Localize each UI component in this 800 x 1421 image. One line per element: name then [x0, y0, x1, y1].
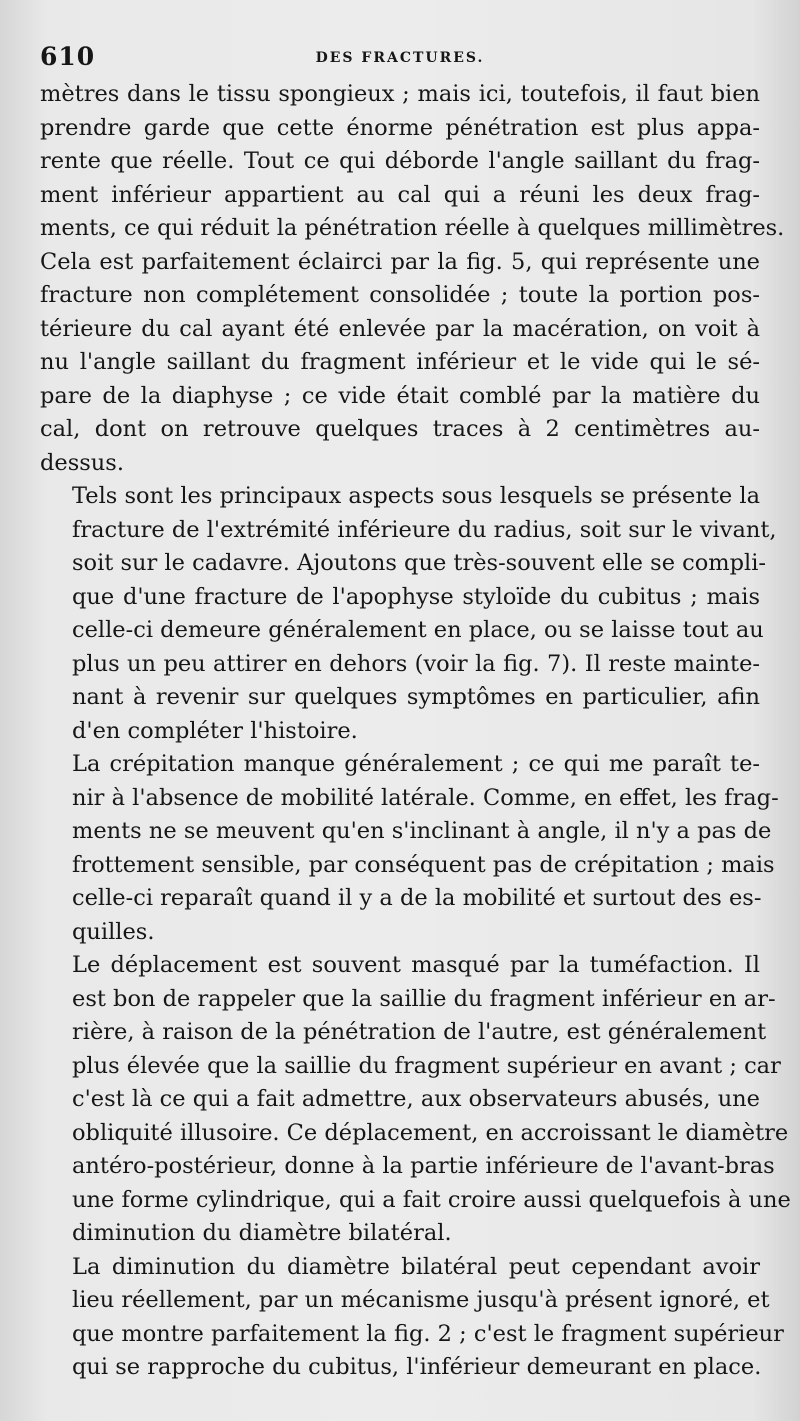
text-line: soit sur le cadavre. Ajoutons que très-souvent elle se compli-	[72, 550, 767, 576]
paragraph-1	[40, 78, 785, 480]
text-line: fracture de l'extrémité inférieure du radius, soit sur le vivant,	[72, 516, 777, 543]
page-header	[40, 38, 760, 78]
paragraph-2	[40, 480, 777, 748]
text-line: La diminution du diamètre bilatéral peut cependant avoir	[72, 1253, 760, 1280]
text-line: mètres dans le tissu spongieux ; mais ici, toutefois, il faut bien	[40, 81, 760, 107]
paragraph-4	[40, 949, 791, 1251]
text-line: cal, dont on retrouve quelques traces à 2 centimètres au-	[40, 416, 760, 442]
text-line: frottement sensible, par conséquent pas de crépitation ; mais	[72, 851, 775, 878]
text-line: pare de la diaphyse ; ce vide était comblé par la matière du	[40, 382, 760, 409]
paragraph-5	[40, 1251, 784, 1385]
text-line: une forme cylindrique, qui a fait croire aussi quelquefois à une	[72, 1186, 791, 1213]
text-line: antéro-postérieur, donne à la partie inférieure de l'avant-bras	[72, 1153, 775, 1179]
text-line: celle-ci reparaît quand il y a de la mobilité et surtout des es-	[72, 885, 762, 911]
text-line: plus un peu attirer en dehors (voir la fig. 7). Il reste mainte-	[72, 650, 760, 677]
page-number: 610	[40, 42, 96, 71]
text-line: ments ne se meuvent qu'en s'inclinant à angle, il n'y a pas de	[72, 818, 772, 844]
text-line: nant à revenir sur quelques symptômes en particulier, afin	[72, 684, 760, 710]
text-line: que d'une fracture de l'apophyse styloïde du cubitus ; mais	[72, 583, 760, 610]
text-line: La crépitation manque généralement ; ce qui me paraît te-	[72, 751, 760, 777]
text-line: celle-ci demeure généralement en place, ou se laisse tout au	[72, 617, 764, 643]
text-line: ment inférieur appartient au cal qui a réuni les deux frag-	[40, 181, 760, 208]
text-line: obliquité illusoire. Ce déplacement, en accroissant le diamètre	[72, 1119, 789, 1146]
text-line: quilles.	[72, 918, 155, 945]
text-line: nu l'angle saillant du fragment inférieur et le vide qui le sé-	[40, 349, 760, 375]
text-line: diminution du diamètre bilatéral.	[72, 1220, 452, 1246]
text-line: que montre parfaitement la fig. 2 ; c'est le fragment supérieur	[72, 1320, 784, 1347]
text-line: nir à l'absence de mobilité latérale. Comme, en effet, les frag-	[72, 784, 779, 811]
text-line: Tels sont les principaux aspects sous lesquels se présente la	[72, 483, 760, 509]
text-line: térieure du cal ayant été enlevée par la macération, on voit à	[40, 315, 760, 342]
text-line: fracture non complétement consolidée ; toute la portion pos-	[40, 282, 760, 308]
text-line: prendre garde que cette énorme pénétration est plus appa-	[40, 114, 760, 141]
text-line: qui se rapproche du cubitus, l'inférieur demeurant en place.	[72, 1354, 762, 1380]
text-line: lieu réellement, par un mécanisme jusqu'à présent ignoré, et	[72, 1287, 770, 1313]
text-line: d'en compléter l'histoire.	[72, 717, 358, 744]
text-line: ments, ce qui réduit la pénétration réelle à quelques millimètres.	[40, 215, 785, 241]
text-line: dessus.	[40, 449, 125, 476]
text-line: rière, à raison de la pénétration de l'autre, est généralement	[72, 1019, 767, 1045]
paragraph-3	[40, 748, 779, 949]
text-line: Cela est parfaitement éclairci par la fig. 5, qui représente une	[40, 248, 760, 275]
text-line: c'est là ce qui a fait admettre, aux observateurs abusés, une	[72, 1086, 760, 1112]
text-line: plus élevée que la saillie du fragment supérieur en avant ; car	[72, 1052, 781, 1079]
body-text	[40, 78, 791, 1385]
text-line: Le déplacement est souvent masqué par la tuméfaction. Il	[72, 952, 760, 978]
text-line: rente que réelle. Tout ce qui déborde l'angle saillant du frag-	[40, 148, 760, 174]
text-line: est bon de rappeler que la saillie du fragment inférieur en ar-	[72, 985, 776, 1012]
running-title: DES FRACTURES.	[315, 50, 485, 66]
